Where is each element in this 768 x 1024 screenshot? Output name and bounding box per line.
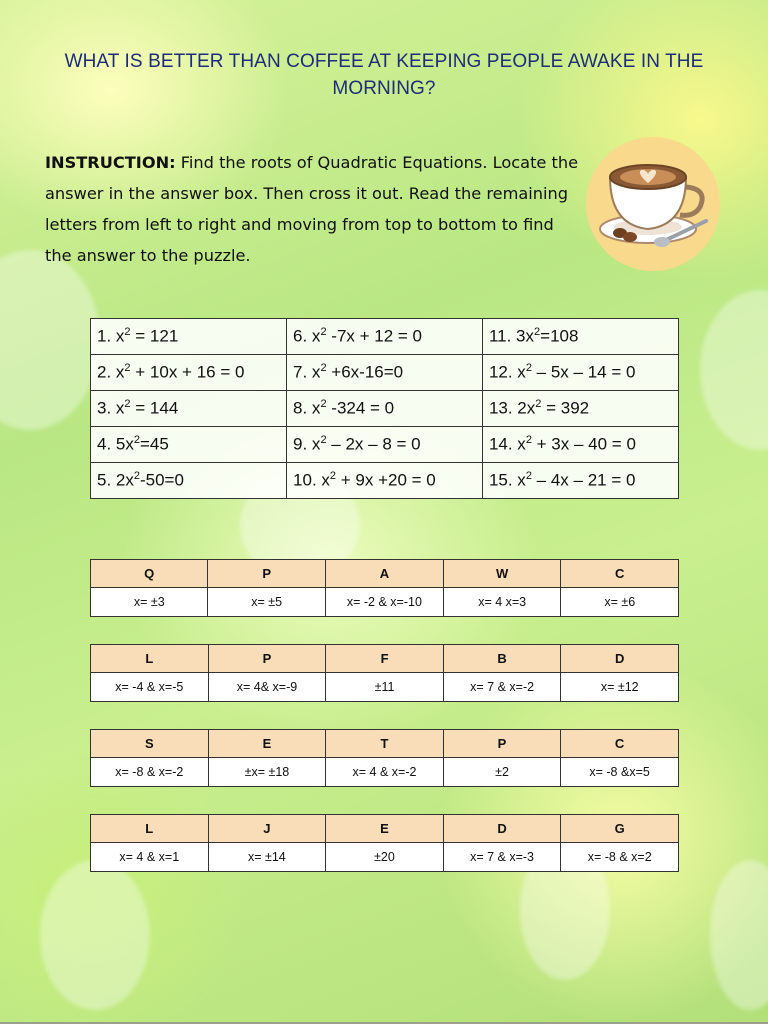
equations-table [90, 318, 679, 499]
equation-rest: -50=0 [139, 470, 184, 490]
equation-cell [91, 391, 287, 427]
equation-cell [482, 355, 678, 391]
answer-value: x= ±5 [208, 588, 325, 617]
background-bokeh [710, 860, 768, 1010]
answer-value: x= 4 & x=-2 [326, 758, 444, 787]
answer-letter: D [443, 815, 561, 843]
answer-letter: T [326, 730, 444, 758]
answer-box-3 [90, 729, 679, 787]
answer-letter: E [208, 730, 326, 758]
equation-cell [482, 391, 678, 427]
equation-rest: -324 = 0 [326, 398, 395, 418]
answer-value: x= -4 & x=-5 [91, 673, 209, 702]
equation-cell [287, 463, 483, 499]
equation-rest: = 144 [130, 398, 179, 418]
equation-cell [91, 463, 287, 499]
answer-value: ±11 [326, 673, 444, 702]
answer-value: x= -2 & x=-10 [325, 588, 443, 617]
equation-exponent: 2 [133, 434, 140, 447]
equation-exponent: 2 [320, 362, 327, 375]
equation-base: 15. x [488, 470, 526, 490]
answer-value: x= 4 x=3 [443, 588, 561, 617]
answer-letter: L [91, 645, 209, 673]
equation-cell [287, 355, 483, 391]
equation-base: 2. x [97, 362, 125, 382]
answer-value: x= ±3 [91, 588, 208, 617]
equation-cell [482, 463, 678, 499]
answer-letter: W [443, 560, 561, 588]
answer-letter: Q [91, 560, 208, 588]
equation-cell [287, 427, 483, 463]
equation-base: 10. x [293, 470, 330, 490]
answer-value: x= ±6 [561, 588, 679, 617]
equation-base: 1. x [97, 326, 125, 346]
answer-value-row [91, 588, 679, 617]
equation-exponent: 2 [124, 362, 131, 375]
equation-exponent: 2 [133, 470, 140, 483]
answer-letter: C [561, 560, 679, 588]
equation-exponent: 2 [534, 326, 541, 339]
answer-letter: S [91, 730, 209, 758]
answer-letter: J [208, 815, 326, 843]
answer-value: x= ±14 [208, 843, 326, 872]
equation-rest: -7x + 12 = 0 [326, 326, 423, 346]
equation-cell [91, 427, 287, 463]
answer-letter: F [326, 645, 444, 673]
answer-value-row [91, 843, 679, 872]
equation-exponent: 2 [124, 326, 131, 339]
background-bokeh [0, 250, 100, 430]
answer-letter: C [561, 730, 679, 758]
background-bokeh [40, 860, 150, 1010]
equation-exponent: 2 [525, 362, 532, 375]
equation-exponent: 2 [124, 398, 131, 411]
equation-rest: =45 [139, 434, 169, 454]
equation-exponent: 2 [320, 434, 327, 447]
equation-row [91, 427, 679, 463]
equation-base: 11. 3x [488, 326, 535, 346]
equation-exponent: 2 [525, 434, 532, 447]
answer-letter: A [325, 560, 443, 588]
equation-exponent: 2 [535, 398, 542, 411]
equation-base: 4. 5x [97, 434, 134, 454]
equation-base: 14. x [488, 434, 526, 454]
answer-box-1 [90, 559, 679, 617]
answer-letter: B [443, 645, 561, 673]
equation-base: 5. 2x [97, 470, 134, 490]
equation-base: 9. x [293, 434, 321, 454]
answer-value: ±20 [326, 843, 444, 872]
equation-row [91, 319, 679, 355]
equation-exponent: 2 [525, 470, 532, 483]
coffee-cup-icon [586, 137, 720, 271]
equation-cell [482, 427, 678, 463]
answer-value: x= 4& x=-9 [208, 673, 326, 702]
equation-rest: = 121 [130, 326, 179, 346]
equation-rest: = 392 [541, 398, 590, 418]
equation-base: 13. 2x [488, 398, 536, 418]
answer-box-2 [90, 644, 679, 702]
page-title: WHAT IS BETTER THAN COFFEE AT KEEPING PEOPLE AWAKE IN THE MORNING? [64, 51, 704, 99]
equation-rest: + 10x + 16 = 0 [130, 362, 245, 382]
answer-value: ±2 [443, 758, 560, 787]
equation-base: 3. x [97, 398, 125, 418]
answer-value: x= 4 & x=1 [91, 843, 209, 872]
answer-value-row [91, 673, 679, 702]
answer-value: x= ±12 [561, 673, 679, 702]
equation-cell [287, 391, 483, 427]
answer-letter: G [561, 815, 679, 843]
answer-value: x= 7 & x=-2 [443, 673, 561, 702]
answer-value: ±x= ±18 [208, 758, 326, 787]
instruction-body: Find the roots of Quadratic Equations. Locate the answer in the answer box. Then cross it out. Read the remaining letters from left to right and moving from top to bottom to find the answer to the puzzle. [45, 153, 579, 265]
equation-rest: =108 [540, 326, 579, 346]
equation-row [91, 355, 679, 391]
instruction-label: INSTRUCTION: [45, 153, 176, 172]
equation-cell [482, 319, 678, 355]
answer-letter: P [443, 730, 560, 758]
equation-rest: +6x-16=0 [326, 362, 404, 382]
equation-row [91, 463, 679, 499]
equation-rest: – 2x – 8 = 0 [326, 434, 421, 454]
equation-base: 7. x [293, 362, 321, 382]
equation-rest: + 3x – 40 = 0 [531, 434, 636, 454]
equation-cell [287, 319, 483, 355]
answer-letter: D [561, 645, 679, 673]
answer-letter: L [91, 815, 209, 843]
answer-letter-row [91, 560, 679, 588]
answer-value-row [91, 758, 679, 787]
answer-letter: P [208, 560, 325, 588]
answer-value: x= -8 & x=2 [561, 843, 679, 872]
equation-row [91, 391, 679, 427]
equation-exponent: 2 [320, 326, 327, 339]
equation-cell [91, 319, 287, 355]
answer-value: x= -8 & x=-2 [91, 758, 209, 787]
answer-value: x= 7 & x=-3 [443, 843, 561, 872]
answer-letter-row [91, 730, 679, 758]
answer-letter-row [91, 815, 679, 843]
answer-letter: E [326, 815, 444, 843]
equation-rest: + 9x +20 = 0 [336, 470, 436, 490]
equation-base: 12. x [488, 362, 526, 382]
answer-value: x= -8 &x=5 [561, 758, 679, 787]
answer-letter: P [208, 645, 326, 673]
background-bokeh [700, 290, 768, 450]
equation-cell [91, 355, 287, 391]
answer-letter-row [91, 645, 679, 673]
equation-base: 6. x [293, 326, 321, 346]
equation-exponent: 2 [329, 470, 337, 483]
instruction-text [45, 147, 585, 271]
equation-exponent: 2 [320, 398, 327, 411]
answer-box-4 [90, 814, 679, 872]
equation-rest: – 5x – 14 = 0 [531, 362, 636, 382]
equation-base: 8. x [293, 398, 321, 418]
equation-rest: – 4x – 21 = 0 [531, 470, 636, 490]
